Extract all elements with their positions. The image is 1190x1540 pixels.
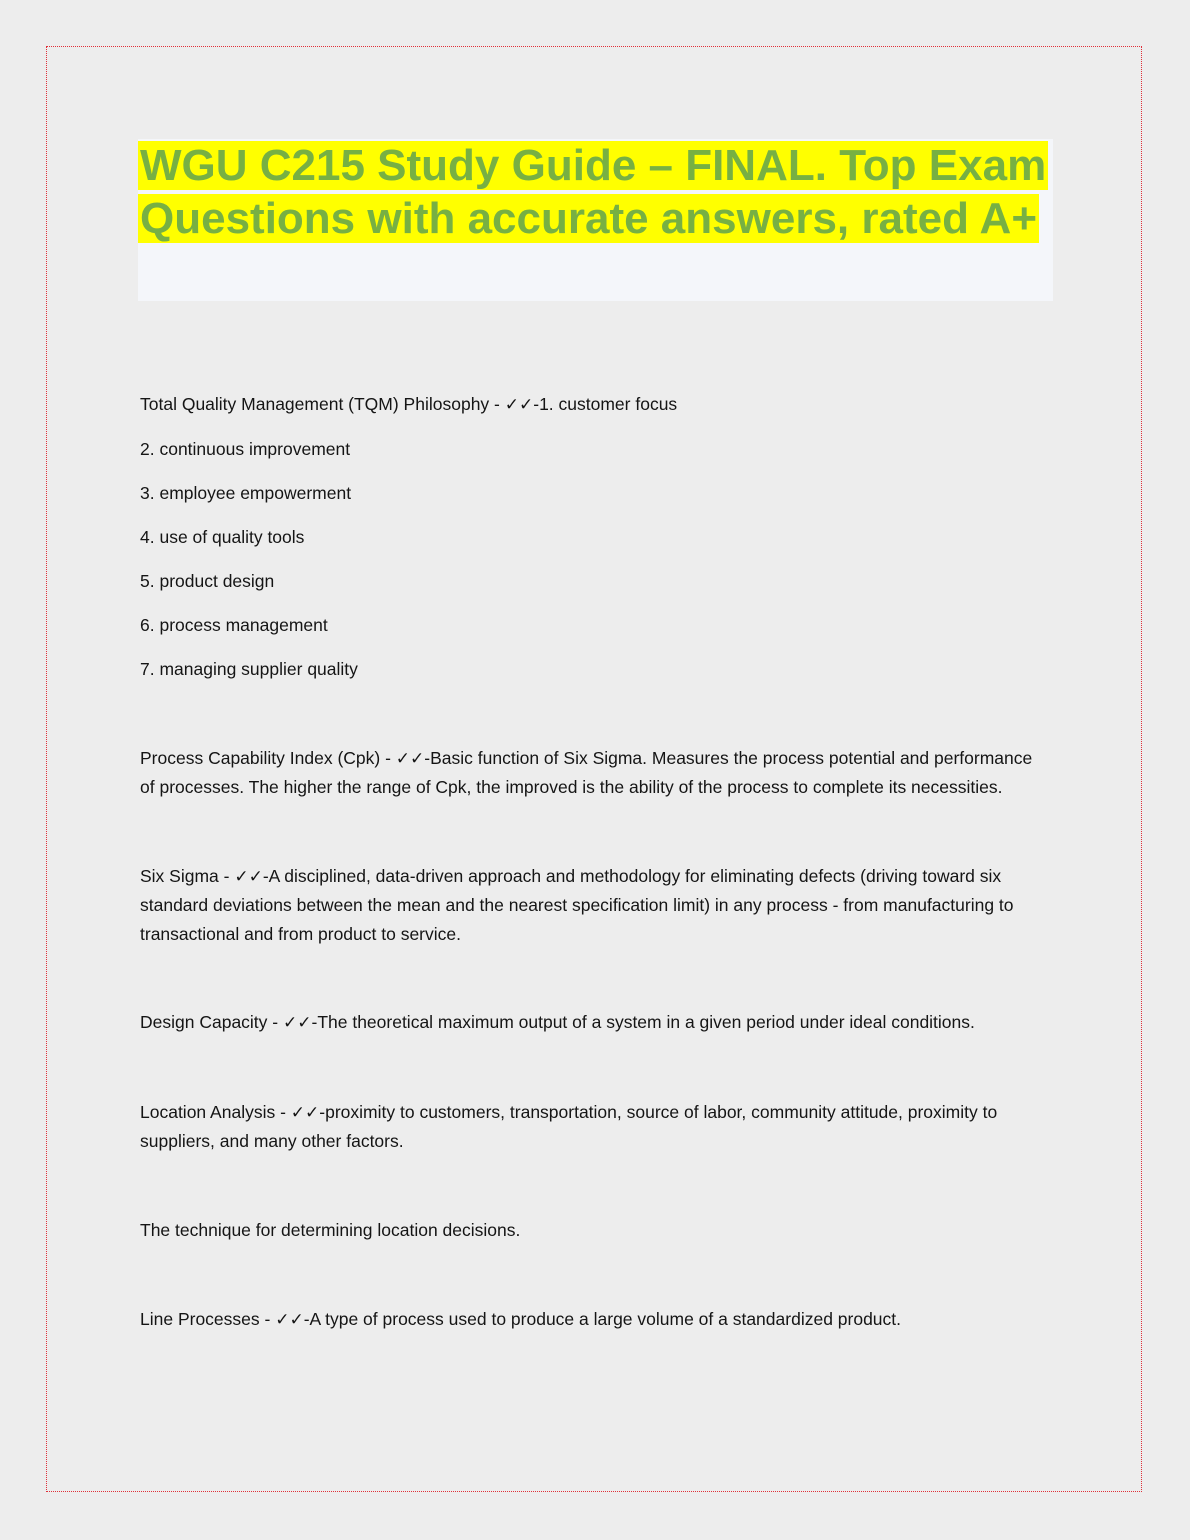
entry-location-analysis: Location Analysis - ✓✓-proximity to customers, transportation, source of labor, community attitude, proximity to suppliers, and many other factors. — [140, 1101, 998, 1151]
entry-definition: A type of process used to produce a large volume of a standardized product. — [309, 1309, 902, 1329]
list-item: 5. product design — [140, 571, 275, 591]
checkmark-icon: ✓✓ — [282, 1013, 312, 1033]
checkmark-icon: ✓✓ — [290, 1102, 320, 1123]
entry-tqm: Total Quality Management (TQM) Philosophy - ✓✓-1. customer focus — [140, 394, 678, 415]
entry-definition: Basic function of Six Sigma. Measures the process potential and performance of processes. The higher the range of Cpk, the improved is the ability of the process to complete its necessities. — [140, 747, 1033, 797]
entry-term: Line Processes — [140, 1309, 260, 1329]
checkmark-icon: ✓✓ — [504, 395, 534, 415]
checkmark-icon: ✓✓ — [234, 866, 263, 887]
list-item: 4. use of quality tools — [140, 527, 305, 547]
title-highlight: WGU C215 Study Guide – FINAL. Top Exam Questions with accurate answers, rated A+ — [140, 141, 1047, 243]
entry-term: Design Capacity — [140, 1012, 268, 1032]
entry-six-sigma: Six Sigma - ✓✓-A disciplined, data-driven approach and methodology for eliminating defects (driving toward six standard deviations between the mean and the nearest specification limit) in any process - from manufacturing to transactional and from product to service. — [140, 865, 1014, 944]
entry-cpk: Process Capability Index (Cpk) - ✓✓-Basic function of Six Sigma. Measures the process potential and performance of processes. The higher the range of Cpk, the improved is the ability of the process to complete its necessities. — [140, 747, 1033, 797]
list-item: 7. managing supplier quality — [140, 659, 358, 679]
entry-term: Location Analysis — [140, 1101, 276, 1122]
entry-line-processes: Line Processes - ✓✓-A type of process used to produce a large volume of a standardized product. — [140, 1309, 902, 1330]
entry-definition: proximity to customers, transportation, source of labor, community attitude, proximity to suppliers, and many other factors. — [140, 1101, 998, 1151]
title-block — [138, 139, 1053, 301]
list-item: 3. employee empowerment — [140, 483, 352, 503]
entry-design-capacity: Design Capacity - ✓✓-The theoretical maximum output of a system in a given period under ideal conditions. — [140, 1012, 975, 1033]
document-body — [140, 390, 1040, 1335]
checkmark-icon: ✓✓ — [275, 1310, 304, 1330]
entry-term: Total Quality Management (TQM) Philosophy — [140, 394, 490, 414]
entry-definition: The theoretical maximum output of a system in a given period under ideal conditions. — [317, 1012, 975, 1032]
entry-term: Six Sigma — [140, 865, 219, 886]
list-item: 2. continuous improvement — [140, 439, 351, 459]
document-title — [138, 139, 1053, 245]
entry-definition: 1. customer focus — [539, 394, 678, 414]
paragraph-location-technique: The technique for determining location decisions. — [140, 1219, 521, 1240]
list-item: 6. process management — [140, 615, 328, 635]
entry-definition: A disciplined, data-driven approach and methodology for eliminating defects (driving toward six standard deviations between the mean and the nearest specification limit) in any process - from manufacturing to transactional and from product to service. — [140, 865, 1014, 944]
checkmark-icon: ✓✓ — [395, 748, 425, 769]
entry-term: Process Capability Index (Cpk) — [140, 747, 381, 768]
